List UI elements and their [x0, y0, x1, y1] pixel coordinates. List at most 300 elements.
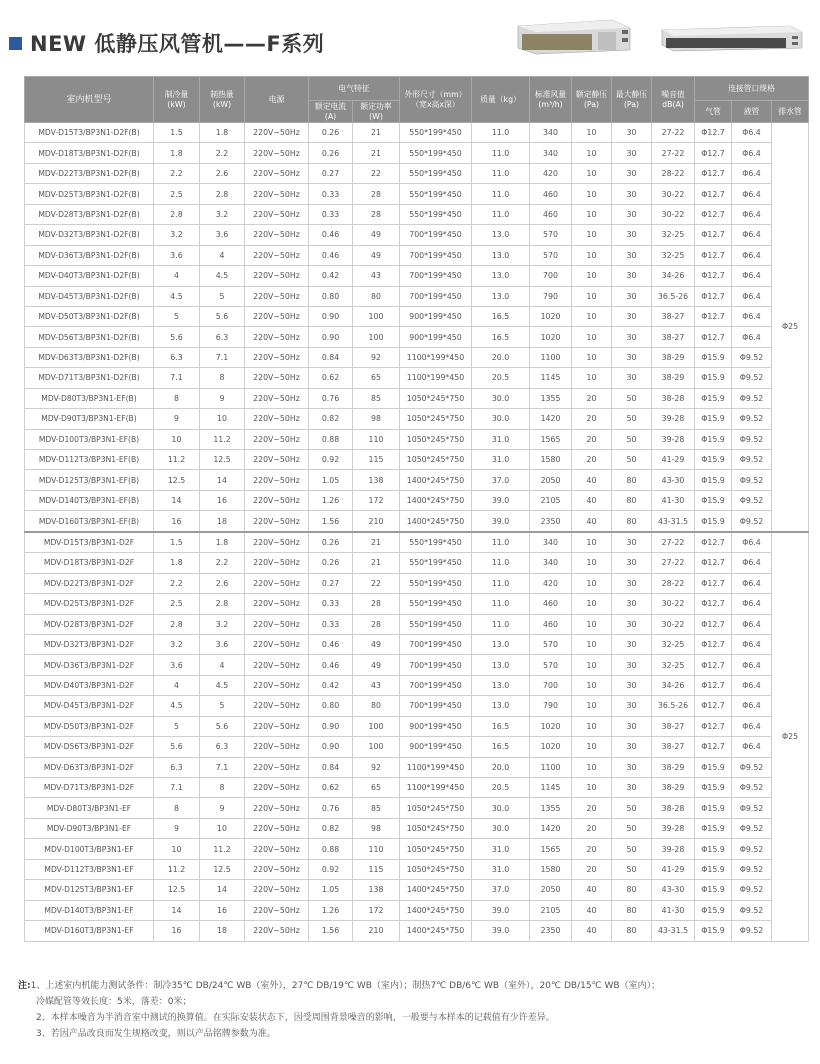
table-cell: Φ9.52 [732, 490, 772, 510]
table-cell: Φ6.4 [732, 225, 772, 245]
table-cell: 100 [353, 737, 400, 757]
table-cell: 550*199*450 [400, 163, 472, 183]
table-cell: MDV-D22T3/BP3N1-D2F(B) [25, 163, 154, 183]
table-cell: Φ6.4 [732, 143, 772, 163]
table-row [25, 778, 809, 798]
table-cell: 900*199*450 [400, 716, 472, 736]
table-cell: Φ9.52 [732, 470, 772, 490]
table-cell: 5 [200, 696, 245, 716]
table-cell: 4 [200, 655, 245, 675]
table-cell: 570 [530, 225, 572, 245]
table-cell: 49 [353, 225, 400, 245]
table-cell: MDV-D100T3/BP3N1-EF [25, 839, 154, 859]
table-cell: 1020 [530, 737, 572, 757]
table-cell: 1100*199*450 [400, 368, 472, 388]
table-cell: 4.5 [154, 696, 200, 716]
table-cell: 50 [612, 798, 652, 818]
table-cell: 10 [572, 737, 612, 757]
table-cell: 13.0 [472, 225, 530, 245]
table-cell: 1400*245*750 [400, 880, 472, 900]
table-cell: 41-30 [652, 900, 695, 920]
table-cell: 220V~50Hz [245, 490, 309, 510]
table-cell: 1565 [530, 839, 572, 859]
spec-table [24, 76, 809, 942]
table-cell: 570 [530, 655, 572, 675]
table-cell: MDV-D50T3/BP3N1-D2F(B) [25, 306, 154, 326]
table-cell: 10 [572, 204, 612, 224]
table-cell: 100 [353, 716, 400, 736]
header-model: 室内机型号 [25, 77, 154, 123]
table-cell: 11.0 [472, 614, 530, 634]
table-row [25, 266, 809, 286]
table-cell: 27-22 [652, 123, 695, 143]
table-cell: 4 [200, 245, 245, 265]
table-cell: MDV-D90T3/BP3N1-EF(B) [25, 409, 154, 429]
table-cell: 0.42 [309, 266, 353, 286]
table-cell: Φ12.7 [695, 655, 732, 675]
table-cell: 1.56 [309, 921, 353, 941]
table-cell: MDV-D125T3/BP3N1-EF [25, 880, 154, 900]
table-cell: Φ12.7 [695, 225, 732, 245]
table-cell: 700*199*450 [400, 286, 472, 306]
header-air: 标准风量 (m³/h) [530, 77, 572, 123]
table-cell: Φ6.4 [732, 327, 772, 347]
table-cell: 220V~50Hz [245, 594, 309, 614]
table-cell: 49 [353, 245, 400, 265]
table-cell: MDV-D18T3/BP3N1-D2F(B) [25, 143, 154, 163]
table-cell: 3.2 [154, 634, 200, 654]
table-row [25, 737, 809, 757]
header-cool: 制冷量 (kW) [154, 77, 200, 123]
table-cell: Φ9.52 [732, 409, 772, 429]
table-cell: 40 [572, 921, 612, 941]
table-cell: 13.0 [472, 245, 530, 265]
table-cell: MDV-D71T3/BP3N1-D2F [25, 778, 154, 798]
table-cell: Φ9.52 [732, 798, 772, 818]
table-cell: 22 [353, 573, 400, 593]
table-cell: 220V~50Hz [245, 245, 309, 265]
table-cell: 0.46 [309, 634, 353, 654]
table-cell: 340 [530, 553, 572, 573]
table-cell: 0.90 [309, 716, 353, 736]
table-cell: 98 [353, 409, 400, 429]
table-cell: 1050*245*750 [400, 798, 472, 818]
table-cell: 80 [353, 696, 400, 716]
table-cell: 220V~50Hz [245, 532, 309, 553]
table-cell: Φ15.9 [695, 409, 732, 429]
page-title: NEW 低静压风管机——F系列 [30, 32, 325, 56]
table-cell: 39.0 [472, 921, 530, 941]
table-cell: 38-27 [652, 737, 695, 757]
table-cell: 34-26 [652, 266, 695, 286]
table-cell: Φ9.52 [732, 429, 772, 449]
table-cell: 39.0 [472, 490, 530, 510]
table-cell: 0.33 [309, 594, 353, 614]
table-cell: 49 [353, 655, 400, 675]
table-cell: 1020 [530, 716, 572, 736]
table-cell: 2.5 [154, 594, 200, 614]
table-cell: 5 [154, 716, 200, 736]
table-row [25, 368, 809, 388]
footnotes [18, 978, 808, 1042]
table-cell: 0.90 [309, 737, 353, 757]
table-cell: 2.8 [154, 614, 200, 634]
table-cell: 10 [572, 696, 612, 716]
table-cell: Φ12.7 [695, 184, 732, 204]
table-cell: 38-27 [652, 327, 695, 347]
table-cell: 1565 [530, 429, 572, 449]
table-cell: 12.5 [154, 880, 200, 900]
table-cell: 2350 [530, 511, 572, 532]
table-cell: 460 [530, 204, 572, 224]
table-cell: 220V~50Hz [245, 716, 309, 736]
table-cell: 100 [353, 327, 400, 347]
table-cell: 16 [154, 921, 200, 941]
table-cell: Φ6.4 [732, 306, 772, 326]
table-cell: MDV-D63T3/BP3N1-D2F [25, 757, 154, 777]
table-cell: Φ15.9 [695, 921, 732, 941]
table-cell: 16.5 [472, 716, 530, 736]
table-cell: Φ9.52 [732, 880, 772, 900]
table-cell: 37.0 [472, 880, 530, 900]
table-cell: 220V~50Hz [245, 225, 309, 245]
table-row [25, 184, 809, 204]
table-cell: 16.5 [472, 737, 530, 757]
table-cell: 220V~50Hz [245, 409, 309, 429]
table-cell: Φ15.9 [695, 368, 732, 388]
table-cell: Φ6.4 [732, 594, 772, 614]
table-cell: Φ9.52 [732, 900, 772, 920]
table-cell: 85 [353, 388, 400, 408]
header-noise: 噪音值 dB(A) [652, 77, 695, 123]
table-cell: 220V~50Hz [245, 737, 309, 757]
table-cell: 1355 [530, 388, 572, 408]
table-cell: MDV-D140T3/BP3N1-EF [25, 900, 154, 920]
table-cell: 10 [572, 675, 612, 695]
table-cell: MDV-D45T3/BP3N1-D2F(B) [25, 286, 154, 306]
table-row [25, 123, 809, 143]
table-cell: MDV-D90T3/BP3N1-EF [25, 818, 154, 838]
table-cell: Φ15.9 [695, 347, 732, 367]
table-cell: 700*199*450 [400, 696, 472, 716]
table-cell: 220V~50Hz [245, 143, 309, 163]
table-cell: 0.26 [309, 553, 353, 573]
notes-label: 注: [18, 981, 31, 991]
table-row [25, 921, 809, 941]
table-cell: Φ9.52 [732, 388, 772, 408]
table-cell: 220V~50Hz [245, 859, 309, 879]
table-cell: 30 [612, 675, 652, 695]
table-cell: 2.6 [200, 573, 245, 593]
table-cell: 3.6 [154, 245, 200, 265]
table-cell: 220V~50Hz [245, 123, 309, 143]
table-cell: 2.8 [154, 204, 200, 224]
table-cell: 92 [353, 347, 400, 367]
table-cell: 39-28 [652, 818, 695, 838]
table-body [25, 123, 809, 942]
table-cell: 10 [572, 655, 612, 675]
table-row [25, 470, 809, 490]
table-cell: 20 [572, 450, 612, 470]
table-cell: Φ12.7 [695, 123, 732, 143]
table-cell: 40 [572, 880, 612, 900]
table-cell: Φ15.9 [695, 839, 732, 859]
table-cell: 550*199*450 [400, 123, 472, 143]
header-drain: 排水管 [772, 101, 809, 123]
table-cell: 1.26 [309, 490, 353, 510]
table-cell: Φ12.7 [695, 143, 732, 163]
table-cell: 1355 [530, 798, 572, 818]
table-cell: 80 [612, 470, 652, 490]
table-cell: 1400*245*750 [400, 511, 472, 532]
table-cell: 700 [530, 675, 572, 695]
header-power: 电源 [245, 77, 309, 123]
table-cell: 20 [572, 429, 612, 449]
table-cell: 3.2 [154, 225, 200, 245]
table-cell: 10 [200, 409, 245, 429]
table-cell: Φ6.4 [732, 655, 772, 675]
ducted-unit-image-2 [658, 24, 806, 52]
table-cell: 220V~50Hz [245, 900, 309, 920]
table-cell: 700*199*450 [400, 634, 472, 654]
table-cell: Φ12.7 [695, 532, 732, 553]
table-header [25, 77, 809, 123]
table-row [25, 696, 809, 716]
table-cell: 30 [612, 266, 652, 286]
table-cell: 80 [612, 490, 652, 510]
table-cell: 30 [612, 327, 652, 347]
table-cell: 30 [612, 143, 652, 163]
table-cell: 85 [353, 798, 400, 818]
table-cell: 16 [154, 511, 200, 532]
table-cell: 30 [612, 614, 652, 634]
table-cell: Φ15.9 [695, 757, 732, 777]
table-cell: 0.62 [309, 778, 353, 798]
table-cell: 10 [572, 306, 612, 326]
table-cell: 11.0 [472, 532, 530, 553]
table-cell: 10 [572, 778, 612, 798]
table-cell: 30 [612, 553, 652, 573]
table-cell: 10 [572, 143, 612, 163]
table-cell: MDV-D25T3/BP3N1-D2F [25, 594, 154, 614]
table-cell: Φ6.4 [732, 675, 772, 695]
table-cell: 8 [154, 388, 200, 408]
table-cell: 30 [612, 306, 652, 326]
table-row [25, 594, 809, 614]
table-cell: 43-30 [652, 470, 695, 490]
table-cell: 30 [612, 655, 652, 675]
table-cell: 11.2 [154, 450, 200, 470]
table-cell: 220V~50Hz [245, 286, 309, 306]
table-cell: 220V~50Hz [245, 429, 309, 449]
table-cell: 550*199*450 [400, 553, 472, 573]
table-cell: 220V~50Hz [245, 266, 309, 286]
table-cell: 30.0 [472, 409, 530, 429]
table-cell: 4.5 [200, 675, 245, 695]
table-cell: 43-31.5 [652, 921, 695, 941]
table-cell: 20 [572, 839, 612, 859]
table-cell: 11.0 [472, 184, 530, 204]
table-cell: MDV-D32T3/BP3N1-D2F [25, 634, 154, 654]
table-cell: Φ9.52 [732, 921, 772, 941]
table-cell: 220V~50Hz [245, 511, 309, 532]
table-cell: 340 [530, 532, 572, 553]
table-cell: MDV-D100T3/BP3N1-EF(B) [25, 429, 154, 449]
table-cell: 5 [154, 306, 200, 326]
table-cell: 0.76 [309, 388, 353, 408]
table-cell: 30 [612, 163, 652, 183]
table-cell: 21 [353, 553, 400, 573]
table-cell: 220V~50Hz [245, 450, 309, 470]
table-cell: 31.0 [472, 450, 530, 470]
table-cell: Φ6.4 [732, 737, 772, 757]
table-row [25, 450, 809, 470]
table-cell: 21 [353, 123, 400, 143]
table-cell: 80 [353, 286, 400, 306]
table-cell: 20.5 [472, 368, 530, 388]
header-elec: 电气特征 [309, 77, 400, 101]
table-cell: 28 [353, 184, 400, 204]
table-cell: 220V~50Hz [245, 921, 309, 941]
title-marker [9, 37, 22, 50]
table-cell: 30 [612, 184, 652, 204]
table-cell: 700 [530, 266, 572, 286]
table-cell: MDV-D63T3/BP3N1-D2F(B) [25, 347, 154, 367]
table-cell: 220V~50Hz [245, 184, 309, 204]
table-cell: 220V~50Hz [245, 306, 309, 326]
table-cell: Φ15.9 [695, 470, 732, 490]
header-liq: 液管 [732, 101, 772, 123]
table-row [25, 327, 809, 347]
table-cell: 550*199*450 [400, 573, 472, 593]
table-cell: 0.82 [309, 409, 353, 429]
table-cell: 220V~50Hz [245, 778, 309, 798]
table-cell: Φ12.7 [695, 245, 732, 265]
table-cell: 30 [612, 757, 652, 777]
table-cell: 40 [572, 900, 612, 920]
table-cell: 13.0 [472, 696, 530, 716]
table-row [25, 716, 809, 736]
table-cell: Φ6.4 [732, 245, 772, 265]
table-cell: Φ12.7 [695, 266, 732, 286]
table-cell: Φ6.4 [732, 716, 772, 736]
table-cell: 1580 [530, 450, 572, 470]
table-cell: 27-22 [652, 143, 695, 163]
header-mass: 质量（kg） [472, 77, 530, 123]
table-cell: 30 [612, 696, 652, 716]
table-cell: 14 [154, 490, 200, 510]
table-cell: 1400*245*750 [400, 921, 472, 941]
table-cell: Φ9.52 [732, 757, 772, 777]
table-cell: 115 [353, 859, 400, 879]
table-cell: 80 [612, 900, 652, 920]
table-cell: 2.5 [154, 184, 200, 204]
table-cell: 2.8 [200, 184, 245, 204]
table-cell: 50 [612, 388, 652, 408]
table-cell: 6.3 [154, 347, 200, 367]
table-cell: Φ9.52 [732, 818, 772, 838]
table-cell: 7.1 [200, 347, 245, 367]
table-cell: 14 [154, 900, 200, 920]
table-cell: 3.6 [200, 634, 245, 654]
table-cell: 32-25 [652, 655, 695, 675]
table-cell: Φ12.7 [695, 716, 732, 736]
table-cell: 1050*245*750 [400, 388, 472, 408]
table-cell: 43 [353, 675, 400, 695]
table-cell: 5.6 [154, 327, 200, 347]
table-row [25, 655, 809, 675]
table-cell: 40 [572, 490, 612, 510]
table-cell: Φ12.7 [695, 204, 732, 224]
table-cell: 2050 [530, 880, 572, 900]
table-cell: MDV-D160T3/BP3N1-EF [25, 921, 154, 941]
table-cell: 5.6 [154, 737, 200, 757]
table-cell: 1.05 [309, 880, 353, 900]
table-cell: 50 [612, 859, 652, 879]
table-cell: Φ6.4 [732, 614, 772, 634]
table-cell: 10 [572, 532, 612, 553]
table-row [25, 532, 809, 553]
table-cell: Φ15.9 [695, 798, 732, 818]
table-cell: 1.56 [309, 511, 353, 532]
table-row [25, 553, 809, 573]
table-row [25, 839, 809, 859]
table-cell: Φ6.4 [732, 573, 772, 593]
table-cell: 220V~50Hz [245, 163, 309, 183]
table-cell: 41-29 [652, 450, 695, 470]
table-cell: Φ15.9 [695, 859, 732, 879]
table-row [25, 245, 809, 265]
page-header [0, 0, 820, 72]
table-cell: 98 [353, 818, 400, 838]
table-cell: MDV-D32T3/BP3N1-D2F(B) [25, 225, 154, 245]
table-cell: 0.26 [309, 123, 353, 143]
table-cell: 220V~50Hz [245, 634, 309, 654]
table-cell: 41-29 [652, 859, 695, 879]
table-cell: 10 [572, 634, 612, 654]
table-cell: 460 [530, 614, 572, 634]
table-cell: 220V~50Hz [245, 614, 309, 634]
table-cell: 21 [353, 532, 400, 553]
table-row [25, 225, 809, 245]
table-cell: 1050*245*750 [400, 818, 472, 838]
table-cell: 1100 [530, 757, 572, 777]
table-cell: 20 [572, 388, 612, 408]
table-cell: 30 [612, 225, 652, 245]
table-cell: 10 [154, 839, 200, 859]
table-cell: 28 [353, 204, 400, 224]
table-cell: 21 [353, 143, 400, 163]
table-cell: Φ9.52 [732, 778, 772, 798]
table-row [25, 859, 809, 879]
table-cell: 20 [572, 859, 612, 879]
table-row [25, 388, 809, 408]
table-cell: 550*199*450 [400, 204, 472, 224]
table-cell: 7.1 [154, 368, 200, 388]
table-cell: MDV-D71T3/BP3N1-D2F(B) [25, 368, 154, 388]
table-cell: 50 [612, 450, 652, 470]
table-cell: 1.8 [200, 123, 245, 143]
table-cell: 10 [572, 266, 612, 286]
table-cell: 1050*245*750 [400, 429, 472, 449]
table-cell: 700*199*450 [400, 266, 472, 286]
table-cell: 5.6 [200, 716, 245, 736]
table-cell: 10 [572, 573, 612, 593]
table-cell: 0.42 [309, 675, 353, 695]
table-cell: Φ15.9 [695, 450, 732, 470]
table-cell: 0.82 [309, 818, 353, 838]
table-cell: 0.46 [309, 245, 353, 265]
